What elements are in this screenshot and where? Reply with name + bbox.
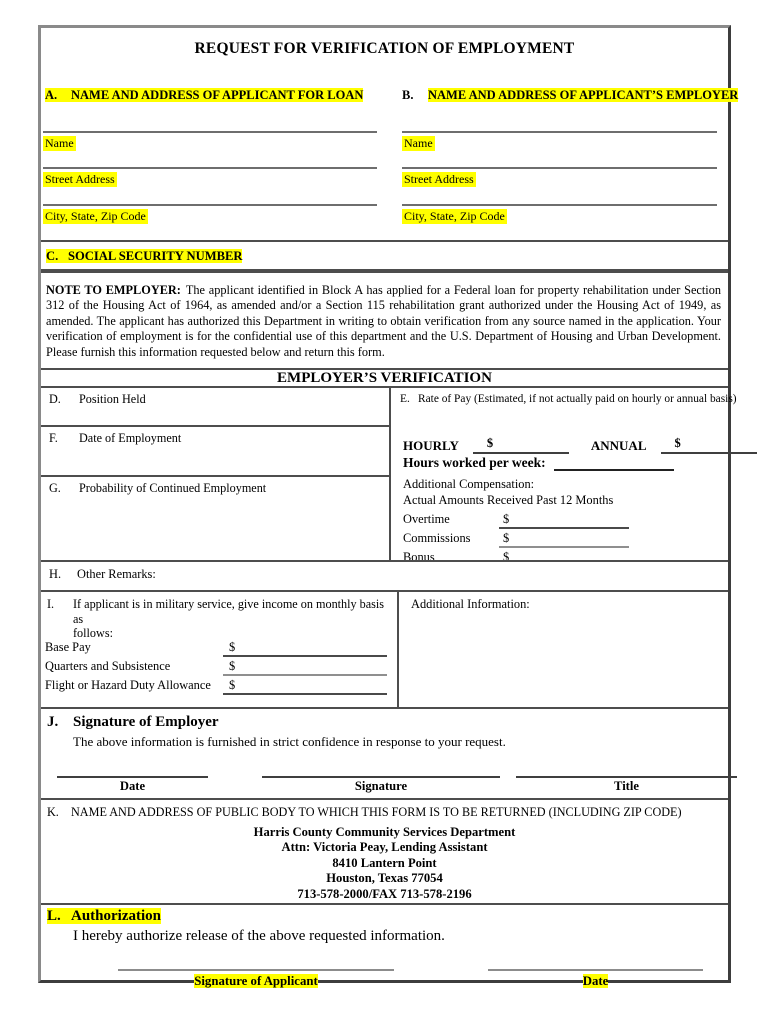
dollar-sign: $: [674, 436, 681, 450]
additional-information-label: Additional Information:: [411, 597, 530, 611]
section-applicant-employer: [41, 28, 739, 240]
employer-city-state-zip-label: City, State, Zip Code: [404, 209, 505, 223]
section-return-address: [41, 798, 728, 903]
employer-title-label: Title: [614, 779, 639, 793]
commissions-input-line[interactable]: [499, 531, 629, 548]
section-k-letter: K.: [47, 805, 59, 819]
section-g-label: Probability of Continued Employment: [79, 481, 267, 495]
section-j-text: The above information is furnished in strict confidence in response to your request.: [73, 734, 506, 749]
section-a-heading-text: NAME AND ADDRESS OF APPLICANT FOR LOAN: [71, 88, 364, 102]
hourly-annual-row: [403, 434, 757, 454]
annual-rate-input-line[interactable]: [661, 434, 757, 454]
note-to-employer: [41, 271, 728, 368]
military-income-cell: [41, 592, 399, 707]
overtime-row: [403, 512, 633, 531]
dollar-sign: $: [229, 678, 236, 692]
applicant-street-field[interactable]: [43, 167, 377, 188]
base-pay-label: Base Pay: [45, 640, 91, 654]
section-a-letter: A.: [45, 88, 58, 102]
section-e-label: Rate of Pay (Estimated, if not actually paid on hourly or annual basis): [418, 393, 737, 405]
flight-hazard-label: Flight or Hazard Duty Allowance: [45, 678, 211, 692]
additional-information-field[interactable]: [401, 592, 728, 612]
dollar-sign: $: [229, 659, 236, 673]
section-i-label-line1: If applicant is in military service, give income on monthly basis as: [73, 597, 385, 626]
left-column: [41, 388, 391, 560]
section-f-letter: F.: [49, 431, 58, 445]
section-i-label-line2: follows:: [73, 626, 113, 641]
quarters-subsistence-label: Quarters and Subsistence: [45, 659, 171, 673]
employer-date-label: Date: [119, 779, 146, 793]
other-remarks-field[interactable]: [41, 560, 728, 590]
section-h-letter: H.: [49, 567, 62, 581]
rate-of-pay-cell: [393, 388, 737, 564]
applicant-name-label: Name: [45, 136, 74, 150]
bonus-label: Bonus: [403, 550, 435, 564]
annual-label: ANNUAL: [590, 438, 647, 453]
return-address-line: Harris County Community Services Department: [253, 825, 516, 839]
date-of-employment-field[interactable]: [41, 425, 389, 475]
section-j-heading: [41, 709, 728, 731]
actual-amounts-label: Actual Amounts Received Past 12 Months: [403, 493, 614, 507]
section-k-heading-text: NAME AND ADDRESS OF PUBLIC BODY TO WHICH THIS FORM IS TO BE RETURNED (INCLUDING ZIP CODE): [71, 805, 682, 819]
base-pay-input-line[interactable]: [223, 640, 387, 657]
base-pay-row: [45, 640, 387, 659]
section-authorization: [41, 903, 728, 986]
authorization-text: I hereby authorize release of the above requested information.: [73, 928, 445, 944]
section-e-heading: [400, 393, 737, 405]
section-b-heading-text: NAME AND ADDRESS OF APPLICANT’S EMPLOYER: [428, 88, 739, 102]
employer-signature-label: Signature: [354, 779, 408, 793]
hourly-label: HOURLY: [403, 438, 459, 453]
flight-hazard-row: [45, 678, 387, 697]
applicant-city-state-zip-label: City, State, Zip Code: [45, 209, 146, 223]
employer-title-line[interactable]: [516, 776, 737, 794]
commissions-label: Commissions: [403, 531, 471, 545]
position-held-field[interactable]: [41, 388, 389, 425]
employer-signature-line[interactable]: [262, 776, 500, 794]
applicant-city-state-zip-field[interactable]: [43, 204, 377, 225]
hours-per-week-row: [403, 455, 674, 471]
overtime-label: Overtime: [403, 512, 450, 526]
applicant-date-line[interactable]: [488, 969, 703, 990]
dollar-sign: $: [486, 436, 494, 450]
employer-name-label: Name: [404, 136, 433, 150]
applicant-street-label: Street Address: [45, 172, 115, 186]
note-label: NOTE TO EMPLOYER:: [46, 283, 181, 297]
quarters-subsistence-input-line[interactable]: [223, 659, 387, 676]
section-i-heading: [41, 592, 397, 641]
dollar-sign: $: [503, 531, 510, 545]
section-b-heading: [402, 88, 738, 103]
dollar-sign: $: [229, 640, 236, 654]
section-c-letter: C.: [46, 249, 59, 263]
section-c-heading-text: SOCIAL SECURITY NUMBER: [68, 249, 243, 263]
section-e-letter: E.: [400, 393, 410, 405]
section-j-letter: J.: [47, 714, 59, 730]
note-text: The applicant identified in Block A has applied for a Federal loan for property rehabilitation under Section 312 of the Housing Act of 1964, as amended and/or a Section 115 rehabilitation grant authorized under the Housing Act of 1949, as amended. The applicant has authorized this Department in writing to obtain verification from any source named in the application. Your verification of employment is for the confidential use of this department and the U.S. Department of Housing and Urban Development. Please furnish this information requested below and return this form.: [46, 283, 722, 359]
section-d-label: Position Held: [79, 392, 146, 406]
employer-street-field[interactable]: [402, 167, 717, 188]
commissions-row: [403, 531, 633, 550]
applicant-signature-line[interactable]: [118, 969, 394, 990]
section-military-income: [41, 590, 728, 707]
military-pay-rows: [45, 640, 387, 697]
section-h-label: Other Remarks:: [77, 567, 156, 581]
probability-continued-employment-field[interactable]: [41, 475, 389, 560]
return-address-block: [41, 825, 728, 902]
return-address-line: Attn: Victoria Peay, Lending Assistant: [281, 840, 488, 855]
section-l-heading-text: Authorization: [71, 908, 161, 924]
verification-table: [41, 386, 737, 564]
section-g-letter: G.: [49, 481, 61, 495]
applicant-date-label: Date: [582, 974, 609, 988]
section-k-heading: [41, 800, 728, 820]
page-title: REQUEST FOR VERIFICATION OF EMPLOYMENT: [194, 40, 575, 57]
section-social-security-number[interactable]: [41, 240, 728, 271]
overtime-input-line[interactable]: [499, 512, 629, 529]
employer-city-state-zip-field[interactable]: [402, 204, 717, 225]
employer-name-field[interactable]: [402, 131, 717, 152]
additional-compensation-label: Additional Compensation:: [403, 477, 535, 491]
flight-hazard-input-line[interactable]: [223, 678, 387, 695]
section-f-label: Date of Employment: [79, 431, 182, 445]
return-address-line: 713-578-2000/FAX 713-578-2196: [297, 886, 472, 901]
return-address-line: 8410 Lantern Point: [332, 855, 437, 870]
section-b-letter: B.: [402, 88, 414, 102]
hours-per-week-label: Hours worked per week:: [403, 455, 546, 470]
hourly-rate-input-line[interactable]: [473, 434, 569, 454]
section-d-letter: D.: [49, 392, 61, 406]
quarters-subsistence-row: [45, 659, 387, 678]
dollar-sign: $: [503, 512, 510, 526]
employer-verification-heading: EMPLOYER’S VERIFICATION: [41, 368, 728, 386]
applicant-name-field[interactable]: [43, 131, 377, 152]
verification-form: [38, 25, 739, 988]
section-l-heading: [41, 905, 728, 925]
dollar-sign: $: [503, 550, 510, 564]
employer-date-signature-line[interactable]: [57, 776, 208, 794]
return-address-line: Houston, Texas 77054: [326, 871, 443, 886]
section-l-letter: L.: [47, 908, 61, 924]
section-j-heading-text: Signature of Employer: [73, 714, 219, 730]
section-i-letter: I.: [47, 597, 55, 611]
section-a-heading: [45, 88, 363, 103]
employer-street-label: Street Address: [404, 172, 474, 186]
hours-per-week-input-line[interactable]: [554, 455, 674, 471]
section-signature-of-employer: [41, 707, 728, 798]
applicant-signature-label: Signature of Applicant: [194, 974, 318, 988]
